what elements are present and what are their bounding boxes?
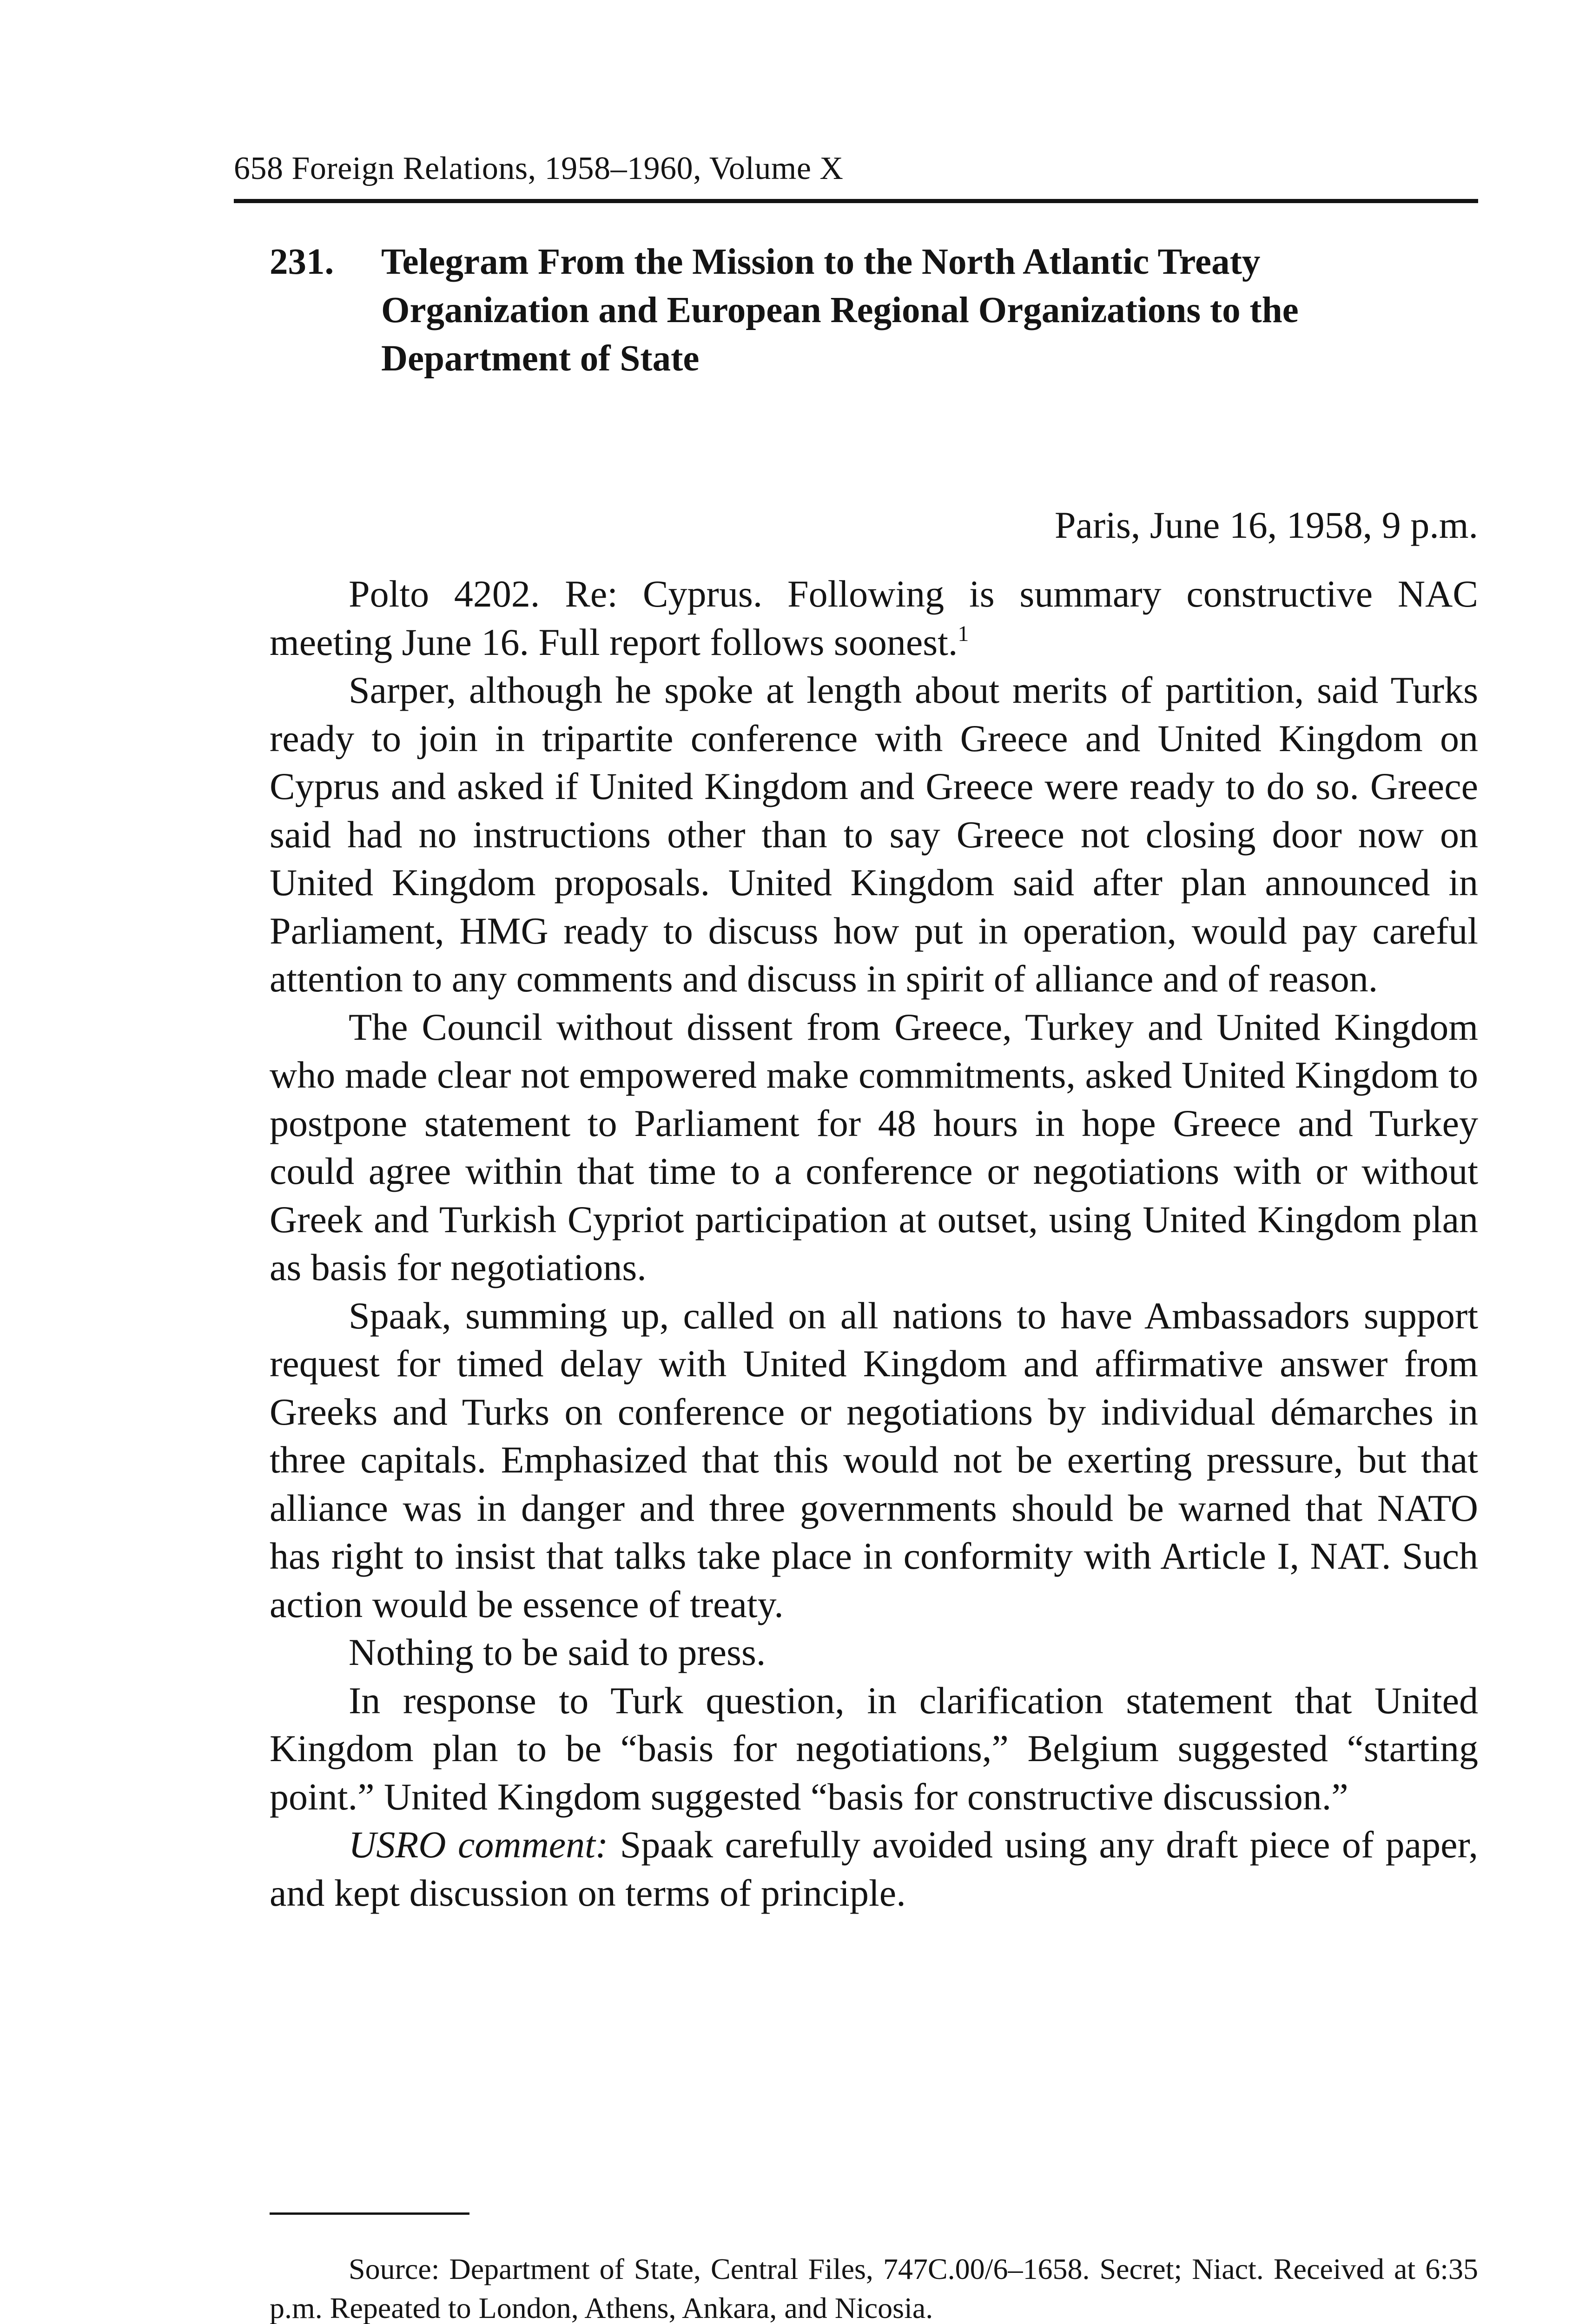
paragraph-1 [270,570,1478,666]
footnote-rule [270,2212,469,2215]
paragraph-2: Sarper, although he spoke at length about merits of partition, said Turks ready to join in tripartite conference with Greece and United Kingdom on Cyprus and asked if United Kingdom and Greece were ready to do so. Greece said had no instructions other than to say Greece not closing door now on United Kingdom proposals. United Kingdom said after plan announced in Parliament, HMG ready to discuss how put in operation, would pay careful attention to any comments and discuss in spirit of alliance and of reason. [270,669,1478,1000]
title-text-1: Telegram From the Mission to the North Atlantic Treaty [381,242,1261,282]
footnote-ref-1: 1 [958,621,969,646]
paragraph-3: The Council without dissent from Greece, Turkey and United Kingdom who made clear not empowered make commitments, asked United Kingdom to postpone statement to Parliament for 48 hours in hope Greece and Turkey could agree within that time to a conference or negotiations with or without Greek and Turkish Cypriot participation at outset, using United Kingdom plan as basis for negotiations. [270,1005,1478,1288]
footnotes [270,2250,1478,2324]
paragraph-4: Spaak, summing up, called on all nations to have Ambassadors support request for timed delay with United Kingdom and affirmative answer from Greeks and Turks on conference or negotiations by individual démarches in three capitals. Emphasized that this would not be exerting pressure, but that alliance was in danger and three governments should be warned that NATO has right to insist that talks take place in conformity with Article I, NAT. Such action would be essence of treaty. [270,1294,1478,1625]
document-title [270,238,1478,383]
source-note: Source: Department of State, Central Files, 747C.00/6–1658. Secret; Niact. Received at 6:35 p.m. Repeated to London, Athens, Ankara, and Nicosia. [270,2252,1478,2324]
title-line-1 [270,238,1478,286]
paragraph-6: In response to Turk question, in clarification statement that United Kingdom plan to be “basis for negotiations,” Belgium suggested “starting point.” United Kingdom suggested “basis for constructive discussion.” [270,1679,1478,1818]
telegram-body [270,570,1478,1917]
dateline: Paris, June 16, 1958, 9 p.m. [1054,504,1478,546]
paragraph-5: Nothing to be said to press. [349,1631,766,1673]
usro-comment-label: USRO comment: [349,1823,608,1866]
running-head: 658 Foreign Relations, 1958–1960, Volume X [234,151,844,186]
title-line-3: Department of State [381,338,700,379]
usro-comment-text: Spaak carefully avoided using any draft piece of paper, and kept discussion on terms of principle. [270,1823,1478,1914]
paragraph-7 [270,1821,1478,1917]
title-line-2: Organization and European Regional Organizations to the [381,290,1299,330]
document-number: 231. [270,242,334,282]
header-rule [234,199,1478,203]
paragraph-1-text: Polto 4202. Re: Cyprus. Following is summary constructive NAC meeting June 16. Full report follows soonest. [270,573,1478,663]
